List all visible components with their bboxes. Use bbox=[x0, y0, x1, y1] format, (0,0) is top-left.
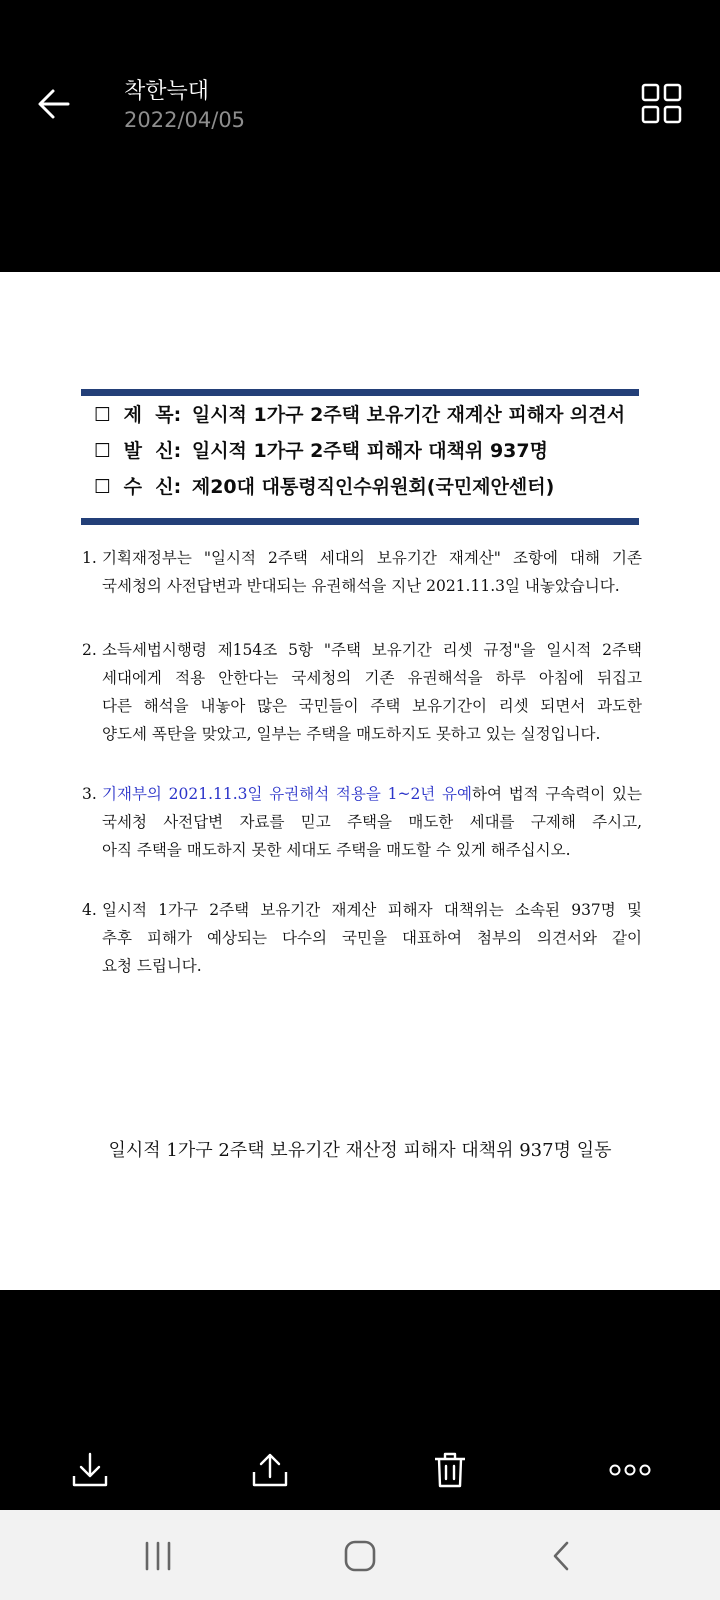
paragraph-4: 4. 일시적 1가구 2주택 보유기간 재계산 피해자 대책위는 소속된 937명 및 추후 피해가 예상되는 다수의 국민을 대표하여 첨부의 의견서와 같이 요청 드립니다. bbox=[82, 901, 642, 975]
paragraph-2: 2. 소득세법시행령 제154조 5항 "주택 보유기간 리셋 규정"을 일시적 2주택 세대에게 적용 안한다는 국세청의 기존 유권해석을 하루 아침에 뒤집고 다른 해석을 내놓아 많은 국민들이 주택 보유기간이 리셋 되면서 과도한 양도세 폭탄을 맞았고, 일부는 주택을 매도하지도 못하고 있는 실정입니다. bbox=[82, 641, 642, 743]
checkbox-icon: ☐ bbox=[94, 440, 112, 462]
back-button[interactable] bbox=[26, 76, 82, 132]
share-icon bbox=[250, 1450, 290, 1490]
heading-sender: ☐ 발 신: 일시적 1가구 2주택 피해자 대책위 937명 bbox=[94, 440, 548, 462]
arrow-left-icon bbox=[36, 86, 72, 122]
download-button[interactable] bbox=[60, 1440, 120, 1500]
grid-view-icon bbox=[640, 82, 684, 126]
bottom-rule bbox=[81, 518, 639, 525]
page-date: 2022/04/05 bbox=[124, 108, 246, 132]
heading-recipient: ☐ 수 신: 제20대 대통령직인수위원회(국민제안센터) bbox=[94, 476, 555, 498]
paragraph-3: 3. 기재부의 2021.11.3일 유권해석 적용을 1~2년 유예하여 법적 구속력이 있는 국세청 사전답변 자료를 믿고 주택을 매도한 세대를 구제해 주시고, 아직 주택을 매도하지 못한 세대도 주택을 매도할 수 있게 해주십시오. bbox=[82, 785, 643, 859]
share-button[interactable] bbox=[240, 1440, 300, 1500]
delete-button[interactable] bbox=[420, 1440, 480, 1500]
document-image bbox=[0, 272, 720, 1290]
chevron-left-icon bbox=[546, 1540, 578, 1572]
recents-button[interactable] bbox=[130, 1528, 186, 1584]
system-back-button[interactable] bbox=[534, 1528, 590, 1584]
paragraph-1: 1. 기획재정부는 "일시적 2주택 세대의 보유기간 재계산" 조항에 대해 기존 국세청의 사전답변과 반대되는 유권해석을 지난 2021.11.3일 내놓았습니다. bbox=[82, 549, 642, 595]
checkbox-icon: ☐ bbox=[94, 476, 112, 498]
signature-line: 일시적 1가구 2주택 보유기간 재산정 피해자 대책위 937명 일동 bbox=[108, 1140, 612, 1161]
checkbox-icon: ☐ bbox=[94, 404, 112, 426]
heading-subject: ☐ 제 목: 일시적 1가구 2주택 보유기간 재계산 피해자 의견서 bbox=[94, 404, 626, 426]
more-icon bbox=[608, 1460, 652, 1480]
top-rule bbox=[81, 389, 639, 396]
more-button[interactable] bbox=[600, 1440, 660, 1500]
home-button[interactable] bbox=[332, 1528, 388, 1584]
top-bar bbox=[0, 0, 720, 270]
download-icon bbox=[70, 1450, 110, 1490]
highlighted-text: 기재부의 2021.11.3일 유권해석 적용을 1~2년 유예 bbox=[102, 785, 472, 803]
grid-view-button[interactable] bbox=[640, 82, 684, 126]
trash-icon bbox=[430, 1450, 470, 1490]
page-title: 착한늑대 bbox=[124, 79, 210, 104]
recents-icon bbox=[142, 1540, 174, 1572]
home-icon bbox=[342, 1538, 378, 1574]
